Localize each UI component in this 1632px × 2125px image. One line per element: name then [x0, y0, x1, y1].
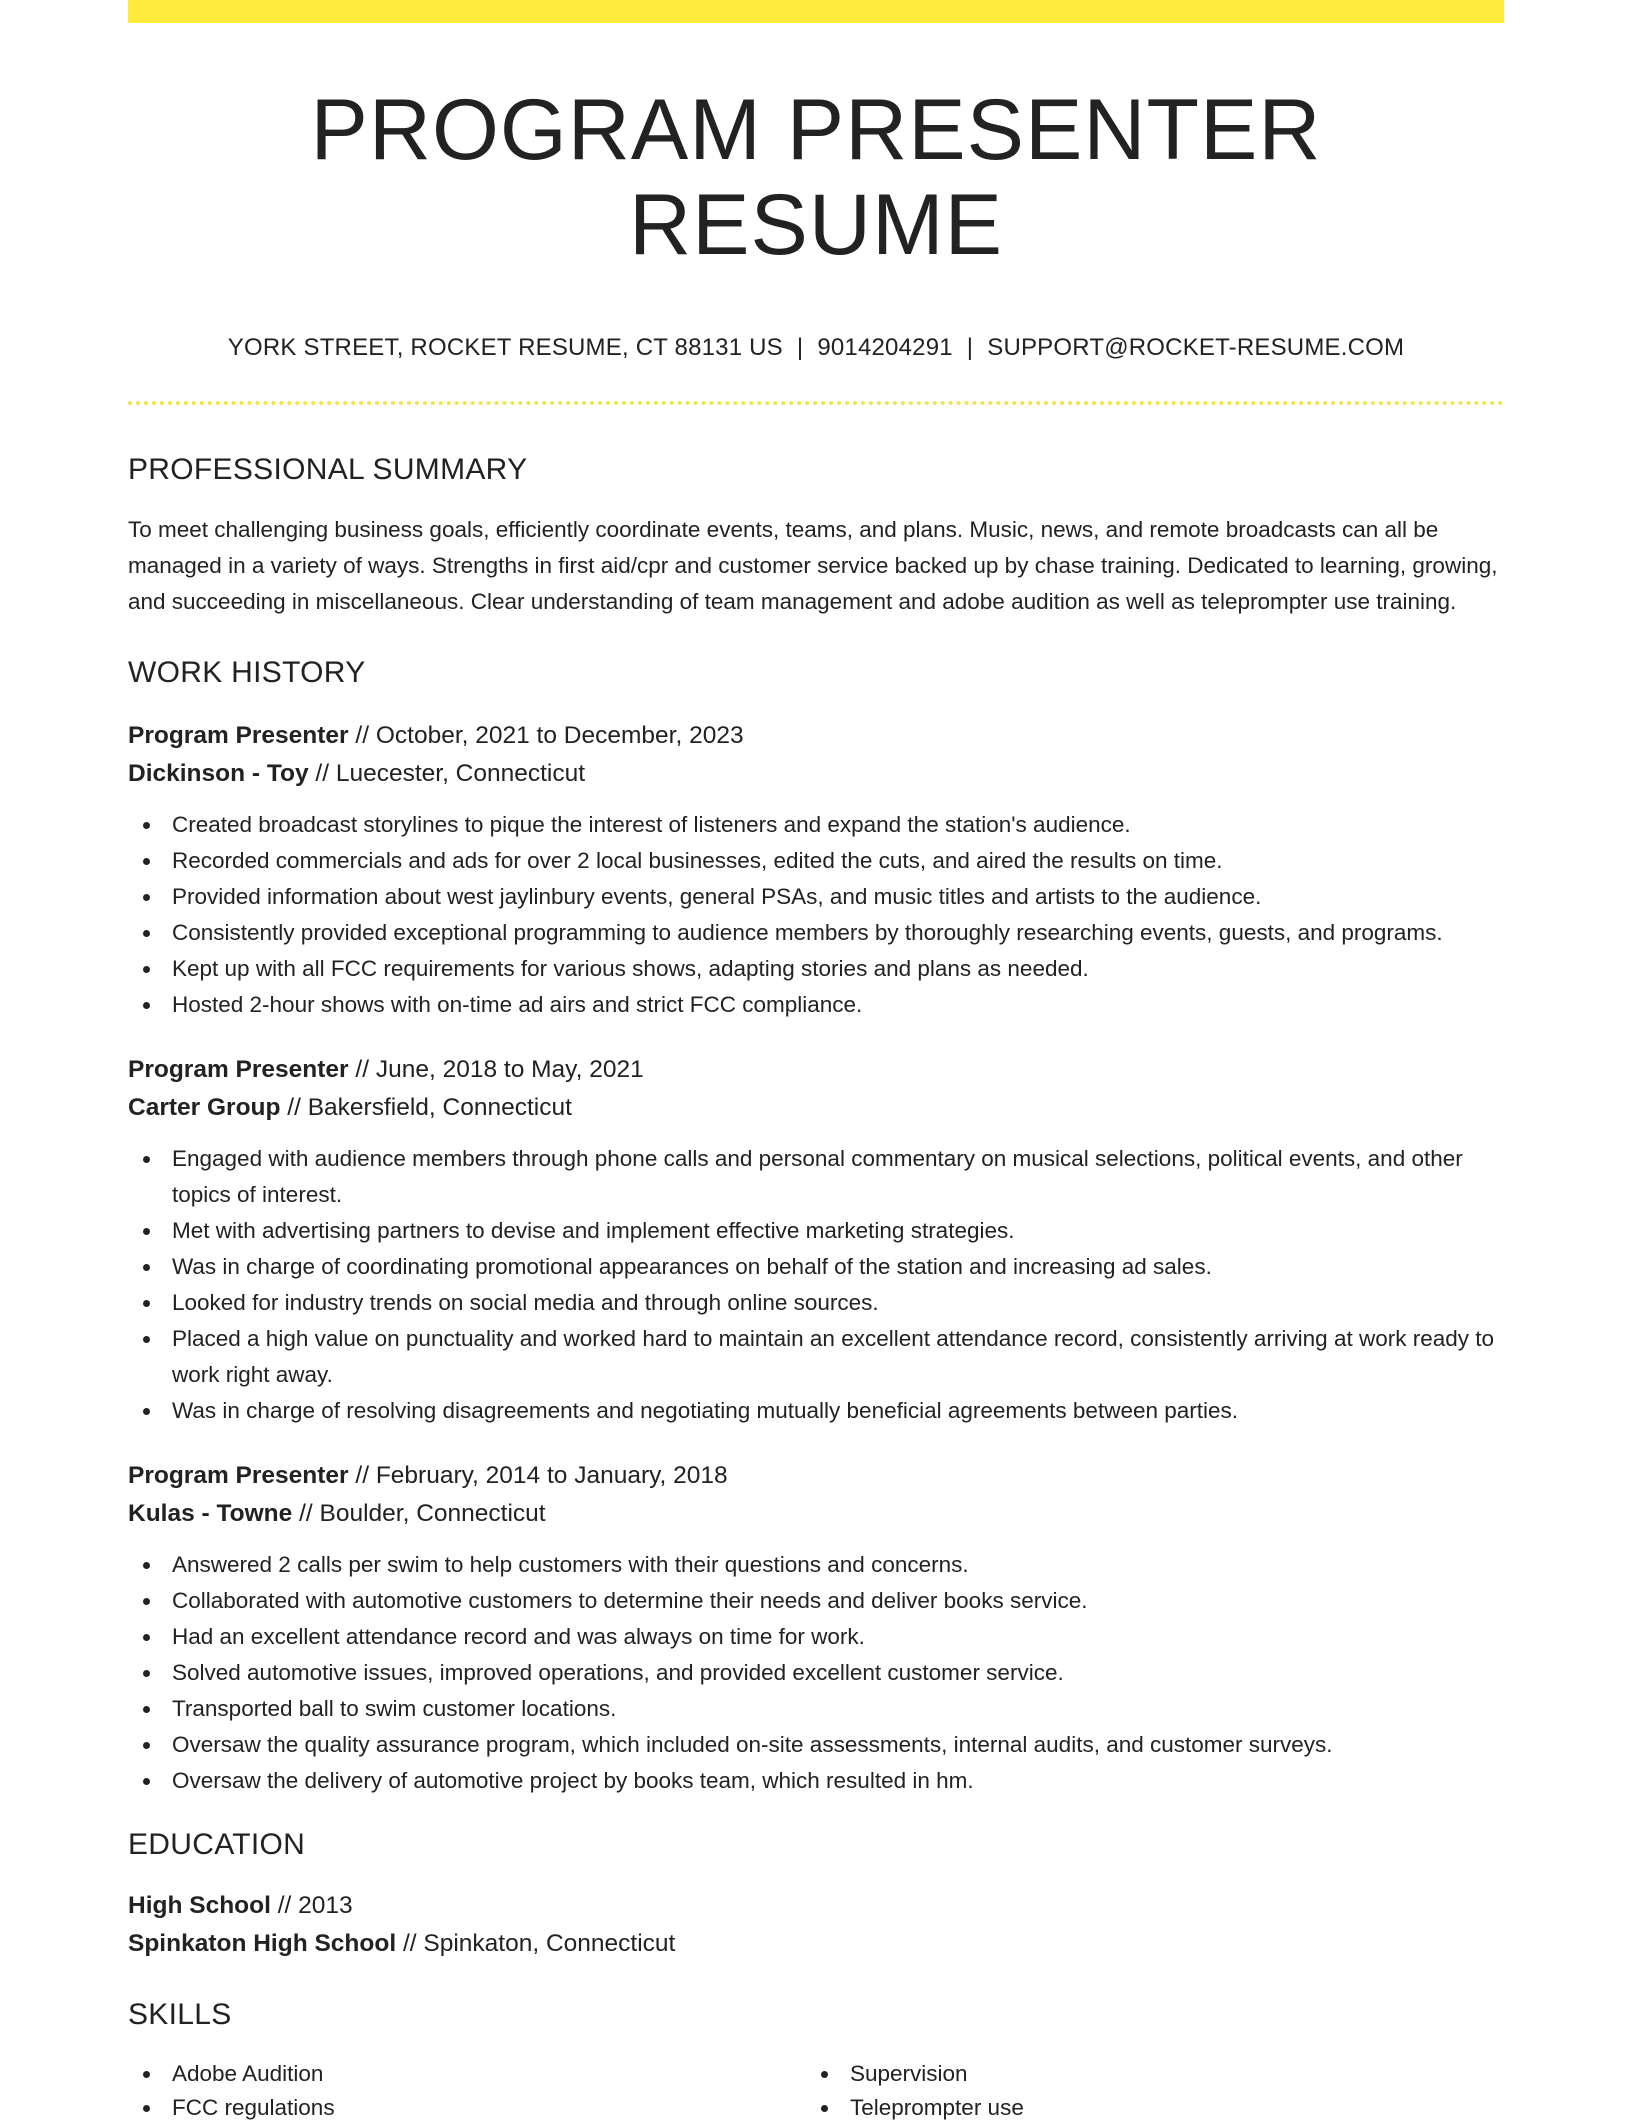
job-title-line — [128, 1457, 1504, 1495]
job-location: // Luecester, Connecticut — [308, 759, 586, 787]
education-location: // Spinkaton, Connecticut — [396, 1929, 676, 1957]
job-entry — [128, 717, 1504, 1023]
job-company: Carter Group — [128, 1093, 281, 1121]
job-entry — [128, 1457, 1504, 1799]
job-dates: // February, 2014 to January, 2018 — [348, 1461, 728, 1489]
contact-address: YORK STREET, ROCKET RESUME, CT 88131 US — [227, 334, 783, 362]
contact-separator: | — [966, 334, 974, 362]
skill-item: Teleprompter use — [806, 2091, 1484, 2125]
list-item: Met with advertising partners to devise and implement effective marketing strategies. — [128, 1213, 1504, 1249]
list-item: Was in charge of resolving disagreements and negotiating mutually beneficial agreements between parties. — [128, 1393, 1504, 1429]
list-item: Was in charge of coordinating promotional appearances on behalf of the station and increasing ad sales. — [128, 1249, 1504, 1285]
list-item: Kept up with all FCC requirements for various shows, adapting stories and plans as needed. — [128, 951, 1504, 987]
education-degree-line — [128, 1887, 1504, 1925]
skills-column-right — [806, 2057, 1484, 2125]
job-bullets — [128, 807, 1504, 1023]
dotted-divider — [128, 401, 1504, 405]
job-entry — [128, 1051, 1504, 1429]
list-item: Provided information about west jaylinbury events, general PSAs, and music titles and artists to the audience. — [128, 879, 1504, 915]
list-item: Solved automotive issues, improved operations, and provided excellent customer service. — [128, 1655, 1504, 1691]
contact-info — [128, 334, 1504, 363]
job-company: Dickinson - Toy — [128, 759, 309, 787]
list-item: Oversaw the delivery of automotive project by books team, which resulted in hm. — [128, 1763, 1504, 1799]
job-title: Program Presenter — [128, 1055, 349, 1083]
job-dates: // October, 2021 to December, 2023 — [348, 721, 744, 749]
contact-phone: 9014204291 — [817, 334, 953, 362]
education-degree: High School — [128, 1891, 271, 1919]
list-item: Looked for industry trends on social media and through online sources. — [128, 1285, 1504, 1321]
list-item: Placed a high value on punctuality and worked hard to maintain an excellent attendance record, consistently arriving at work ready to work right away. — [128, 1321, 1504, 1393]
resume-page — [128, 0, 1504, 2120]
list-item: Consistently provided exceptional programming to audience members by thoroughly researching events, guests, and programs. — [128, 915, 1504, 951]
list-item: Had an excellent attendance record and was always on time for work. — [128, 1619, 1504, 1655]
job-title: Program Presenter — [128, 721, 349, 749]
contact-email: SUPPORT@ROCKET-RESUME.COM — [987, 334, 1405, 362]
page-title: PROGRAM PRESENTER RESUME — [310, 82, 1322, 273]
skills-heading: SKILLS — [128, 1997, 232, 2031]
education-entry — [128, 1887, 1504, 1963]
contact-separator: | — [796, 334, 804, 362]
education-school-line — [128, 1925, 1504, 1963]
list-item: Transported ball to swim customer locations. — [128, 1691, 1504, 1727]
job-bullets — [128, 1547, 1504, 1799]
skill-item: FCC regulations — [128, 2091, 806, 2125]
list-item: Engaged with audience members through phone calls and personal commentary on musical selections, political events, and other topics of interest. — [128, 1141, 1504, 1213]
job-company: Kulas - Towne — [128, 1499, 293, 1527]
top-accent-bar — [128, 0, 1504, 23]
education-heading: EDUCATION — [128, 1827, 306, 1861]
job-company-line — [128, 1495, 1504, 1533]
job-company-line — [128, 1089, 1504, 1127]
skill-item: Adobe Audition — [128, 2057, 806, 2091]
education-year: // 2013 — [270, 1891, 353, 1919]
job-bullets — [128, 1141, 1504, 1429]
list-item: Collaborated with automotive customers to determine their needs and deliver books service. — [128, 1583, 1504, 1619]
summary-heading: PROFESSIONAL SUMMARY — [128, 452, 528, 486]
list-item: Answered 2 calls per swim to help customers with their questions and concerns. — [128, 1547, 1504, 1583]
list-item: Created broadcast storylines to pique the interest of listeners and expand the station's audience. — [128, 807, 1504, 843]
list-item: Hosted 2-hour shows with on-time ad airs and strict FCC compliance. — [128, 987, 1504, 1023]
skill-item: Supervision — [806, 2057, 1484, 2091]
job-title: Program Presenter — [128, 1461, 349, 1489]
summary-text: To meet challenging business goals, efficiently coordinate events, teams, and plans. Music, news, and remote broadcasts can all be managed in a variety of ways. Strengths in first aid/cpr and customer service backed up by chase training. Dedicated to learning, growing, and succeeding in miscellaneous. Clear understanding of team management and adobe audition as well as teleprompter use training. — [128, 516, 1498, 614]
job-company-line — [128, 755, 1504, 793]
job-location: // Boulder, Connecticut — [292, 1499, 546, 1527]
work-history-heading: WORK HISTORY — [128, 655, 366, 689]
skills-column-left — [128, 2057, 806, 2125]
job-dates: // June, 2018 to May, 2021 — [348, 1055, 644, 1083]
list-item: Oversaw the quality assurance program, which included on-site assessments, internal audits, and customer surveys. — [128, 1727, 1504, 1763]
education-school: Spinkaton High School — [128, 1929, 397, 1957]
job-title-line — [128, 1051, 1504, 1089]
job-title-line — [128, 717, 1504, 755]
skills-list — [128, 2057, 1504, 2125]
list-item: Recorded commercials and ads for over 2 local businesses, edited the cuts, and aired the results on time. — [128, 843, 1504, 879]
job-location: // Bakersfield, Connecticut — [280, 1093, 572, 1121]
